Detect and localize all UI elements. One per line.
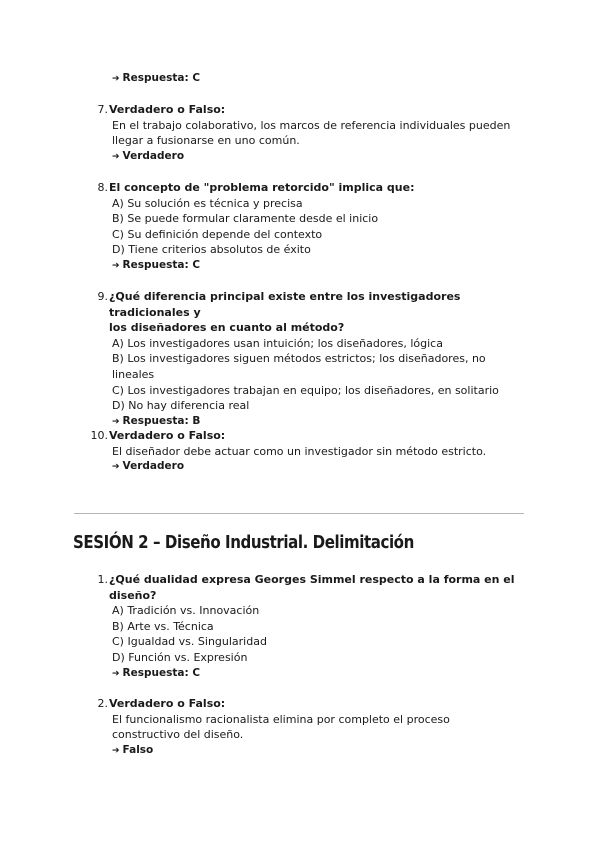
question-number: 7. [97,103,108,116]
option-d: D) No hay diferencia real [112,399,250,413]
option-d: D) Función vs. Expresión [112,650,248,664]
arrow-icon: ➔ [112,151,120,162]
statement-line: En el trabajo colaborativo, los marcos de referencia individuales pueden [112,118,511,132]
question-title: ¿Qué diferencia principal existe entre los investigadores tradicionales y [109,290,461,319]
arrow-icon: ➔ [112,74,120,84]
option-a: A) Tradición vs. Innovación [112,604,260,618]
answer-line: ➔ Verdadero [112,460,185,473]
section-title: SESIÓN 2 – Diseño Industrial. Delimitación [73,533,414,553]
question-number: 9. [97,290,108,303]
arrow-icon: ➔ [112,668,120,679]
statement-line: El funcionalismo racionalista elimina por completo el proceso [112,712,450,726]
option-a: A) Su solución es técnica y precisa [112,196,303,210]
statement-line: llegar a fusionarse en uno común. [112,134,300,148]
question-title: ¿Qué dualidad expresa Georges Simmel respecto a la forma en el [109,573,515,586]
option-b: B) Se puede formular claramente desde el inicio [112,212,379,226]
option-b-cont: lineales [112,367,155,381]
option-c: C) Los investigadores trabajan en equipo; los diseñadores, en solitario [112,383,499,397]
question-title: Verdadero o Falso: [109,103,226,116]
option-b: B) Arte vs. Técnica [112,619,214,633]
arrow-icon: ➔ [112,745,120,756]
answer-line: ➔ Verdadero [112,149,185,162]
question-number: 2. [97,697,108,710]
option-a: A) Los investigadores usan intuición; los diseñadores, lógica [112,336,443,350]
option-b: B) Los investigadores siguen métodos estrictos; los diseñadores, no [112,352,486,366]
arrow-icon: ➔ [112,416,120,427]
arrow-icon: ➔ [112,260,120,271]
option-c: C) Su definición depende del contexto [112,227,323,241]
question-title: Verdadero o Falso: [109,429,226,442]
option-d: D) Tiene criterios absolutos de éxito [112,243,311,257]
statement-line: constructivo del diseño. [112,728,244,742]
section-divider [74,513,524,514]
question-number: 1. [97,573,108,586]
question-title: diseño? [109,588,157,602]
answer-line: ➔ Falso [112,743,154,756]
answer-line: ➔ Respuesta: C [112,666,201,679]
answer-line: ➔ Respuesta: B [112,414,201,427]
question-number: 8. [97,181,108,194]
answer-line: ➔ Respuesta: C [112,72,201,84]
arrow-icon: ➔ [112,462,120,473]
question-number: 10. [90,429,108,442]
statement-line: El diseñador debe actuar como un investigador sin método estricto. [112,444,487,458]
option-c: C) Igualdad vs. Singularidad [112,635,267,649]
question-title: Verdadero o Falso: [109,697,226,710]
question-title: los diseñadores en cuanto al método? [109,321,345,335]
question-title: El concepto de "problema retorcido" implica que: [109,181,415,194]
answer-line: ➔ Respuesta: C [112,258,201,271]
